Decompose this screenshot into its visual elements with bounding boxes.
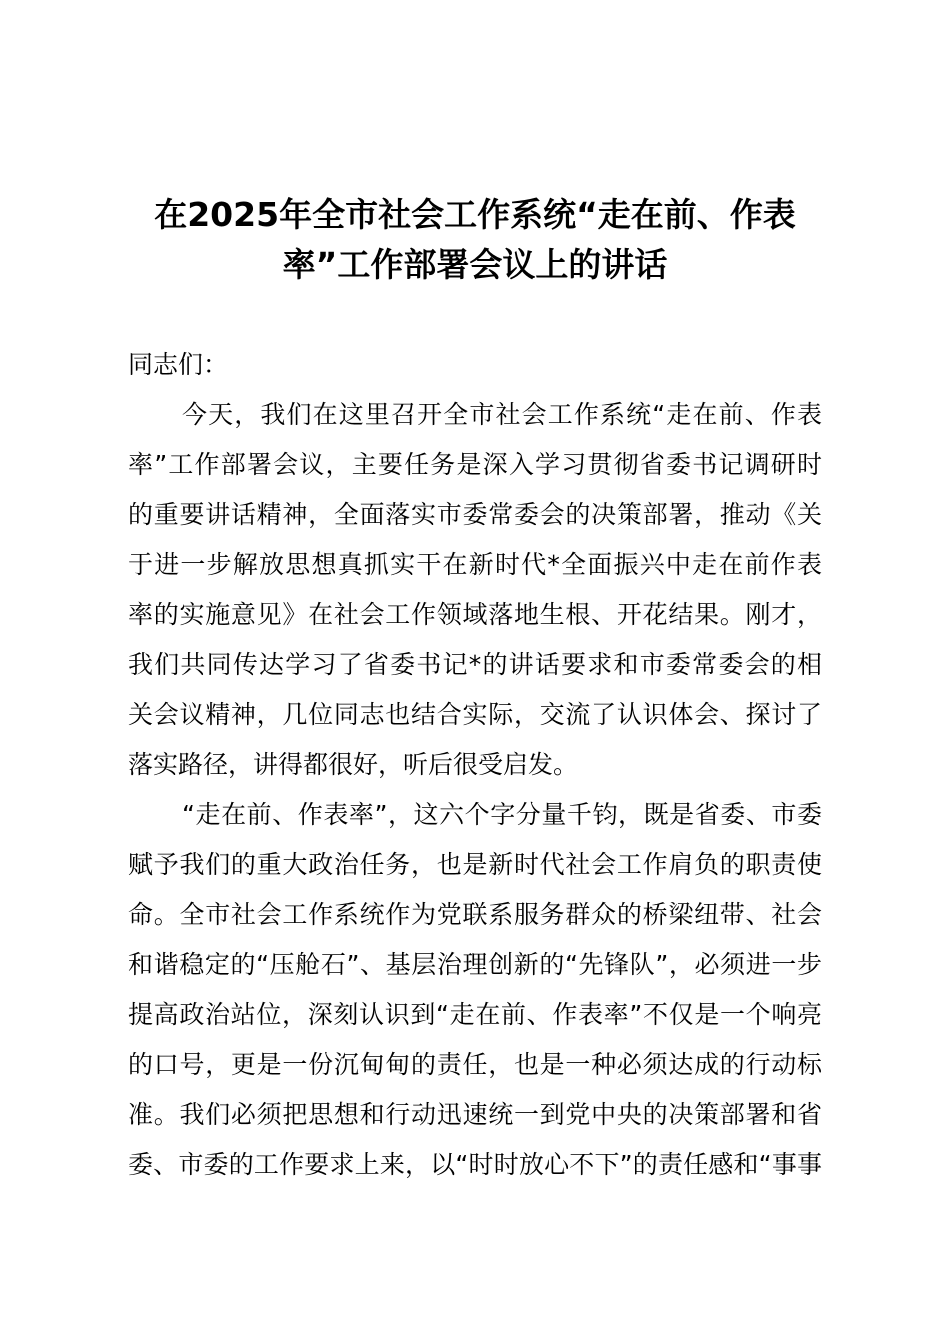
paragraph-1 xyxy=(128,390,822,790)
paragraph-line: 赋予我们的重大政治任务，也是新时代社会工作肩负的职责使 xyxy=(128,850,822,879)
paragraph-line: “走在前、作表率”，这六个字分量千钧，既是省委、市委 xyxy=(182,800,822,829)
paragraph-line: 提高政治站位，深刻认识到“走在前、作表率”不仅是一个响亮 xyxy=(128,1000,822,1029)
paragraph-line: 命。全市社会工作系统作为党联系服务群众的桥梁纽带、社会 xyxy=(128,900,822,929)
title-line-2: 率”工作部署会议上的讲话 xyxy=(282,245,668,284)
paragraph-line: 于进一步解放思想真抓实干在新时代*全面振兴中走在前作表 xyxy=(128,550,822,579)
greeting: 同志们： xyxy=(128,350,229,379)
paragraph-line: 率”工作部署会议，主要任务是深入学习贯彻省委书记调研时 xyxy=(128,450,822,479)
paragraph-line: 落实路径，讲得都很好，听后很受启发。 xyxy=(128,750,579,779)
paragraph-line: 我们共同传达学习了省委书记*的讲话要求和市委常委会的相 xyxy=(128,650,822,679)
paragraph-line: 率的实施意见》在社会工作领域落地生根、开花结果。刚才， xyxy=(128,600,822,629)
paragraph-line: 和谐稳定的“压舱石”、基层治理创新的“先锋队”，必须进一步 xyxy=(128,950,822,979)
paragraph-line: 关会议精神，几位同志也结合实际，交流了认识体会、探讨了 xyxy=(128,700,822,729)
paragraph-2 xyxy=(128,790,822,1190)
paragraph-line: 委、市委的工作要求上来，以“时时放心不下”的责任感和“事事 xyxy=(128,1150,822,1179)
title-line-1: 在2025年全市社会工作系统“走在前、作表 xyxy=(154,195,796,234)
paragraph-line: 的重要讲话精神，全面落实市委常委会的决策部署，推动《关 xyxy=(128,500,822,529)
paragraph-line: 的口号，更是一份沉甸甸的责任，也是一种必须达成的行动标 xyxy=(128,1050,822,1079)
paragraph-line: 准。我们必须把思想和行动迅速统一到党中央的决策部署和省 xyxy=(128,1100,822,1129)
paragraph-line: 今天，我们在这里召开全市社会工作系统“走在前、作表 xyxy=(182,400,822,429)
document-title xyxy=(120,190,830,290)
document-body xyxy=(128,340,822,1190)
